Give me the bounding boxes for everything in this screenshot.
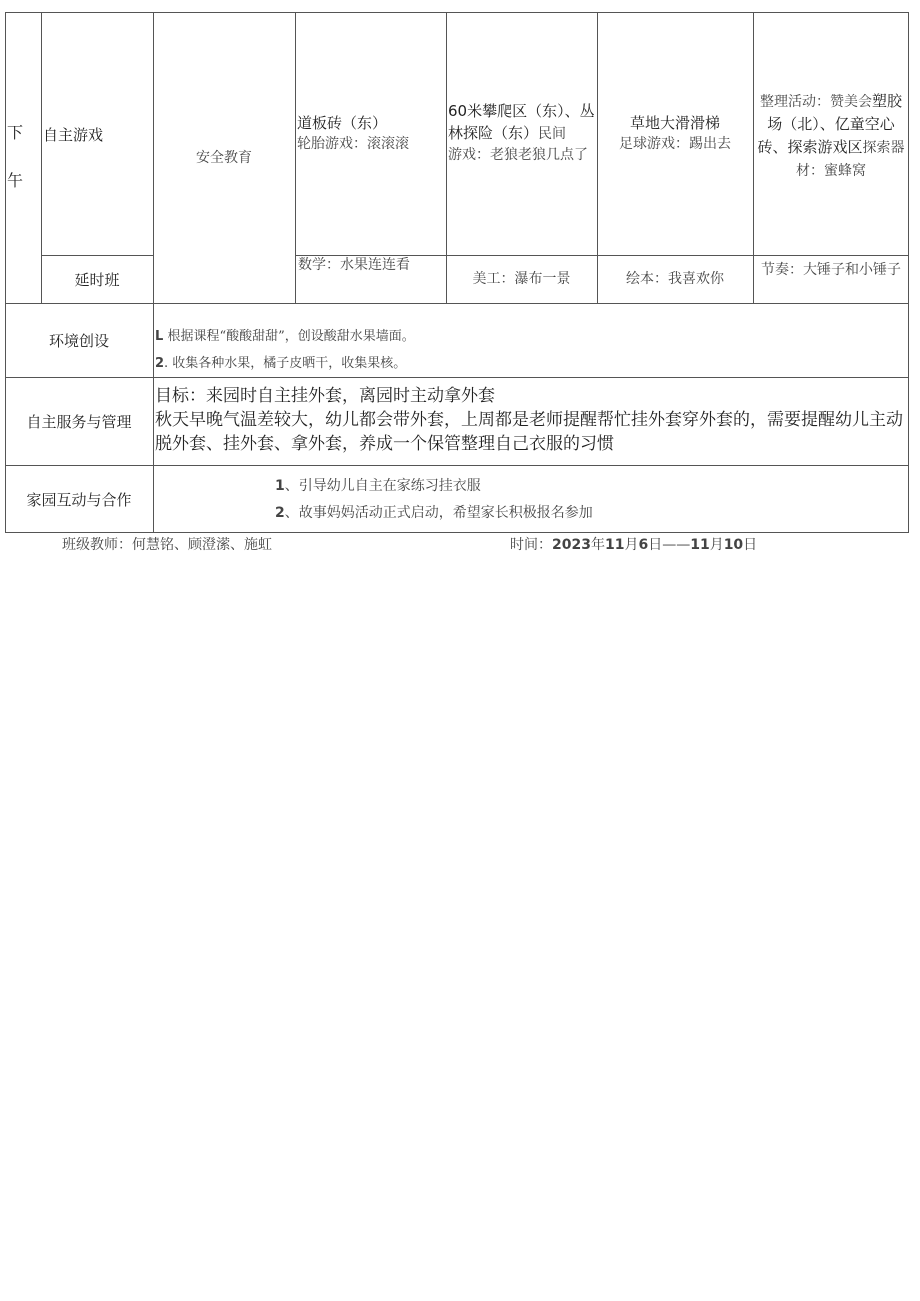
environment-item-2-text: . 收集各种水果，橘子皮晒干，收集果核。 <box>164 356 407 371</box>
date-start-day: 6 <box>638 537 649 553</box>
grid-line <box>446 12 447 303</box>
date-end-day: 10 <box>723 537 744 553</box>
date-label: 时间： <box>510 537 552 553</box>
day2-sub: 游戏：老狼老狼几点了 <box>448 146 588 163</box>
day4-lead: 整理活动：赞美会 <box>759 94 872 110</box>
date-end-month: 11 <box>690 537 710 553</box>
day4-main: 塑胶场（北）、亿童空心砖、探索游戏区 <box>757 92 902 156</box>
day2-main: 60米攀爬区（东）、丛林探险（东） <box>448 102 595 142</box>
grid-line <box>5 12 909 13</box>
date-year: 2023 <box>552 537 591 553</box>
class-teachers: 班级教师：何慧铭、顾澄潆、施虹 <box>62 537 272 553</box>
grid-line <box>41 12 42 303</box>
grid-line <box>153 12 154 533</box>
grid-line <box>41 255 153 256</box>
home-school-item-2-num: 2 <box>275 505 285 521</box>
date-nian: 年 <box>590 537 605 553</box>
environment-label: 环境创设 <box>48 332 109 350</box>
day1-main: 道板砖（东） <box>297 114 388 132</box>
self-service-desc: 秋天早晚气温差较大，幼儿都会带外套，上周都是老师提醒帮忙挂外套穿外套的，需要提醒幼儿主动脱外套、挂外套、拿外套，养成一个保管整理自己衣服的习惯 <box>155 409 903 454</box>
environment-item-2-num: 2 <box>155 356 165 371</box>
home-school-item-1-num: 1 <box>275 478 285 494</box>
day3-delay: 绘本：我喜欢你 <box>626 271 724 287</box>
self-service-label: 自主服务与管理 <box>26 413 132 431</box>
period-label-line2: 午 <box>7 170 24 190</box>
environment-item-1-num: L <box>155 329 164 344</box>
grid-line <box>597 12 598 303</box>
self-service-content <box>155 385 905 456</box>
day3-sub: 足球游戏：踢出去 <box>619 136 731 153</box>
date-end-ri: 日 <box>743 537 758 553</box>
day4-activity <box>754 90 908 182</box>
self-service-goal: 目标：来园时自主挂外套，离园时主动拿外套 <box>155 386 495 406</box>
environment-item-2 <box>155 355 905 373</box>
home-school-item-1-text: 、引导幼儿自主在家练习挂衣服 <box>284 478 481 494</box>
grid-line <box>5 303 909 304</box>
day4-sub: 材：蜜蜂窝 <box>796 162 866 179</box>
date-start-yue: 月 <box>624 537 639 553</box>
home-school-item-1 <box>275 477 895 496</box>
grid-line <box>5 377 909 378</box>
self-play-label: 自主游戏 <box>43 126 104 144</box>
home-school-label: 家园互动与合作 <box>26 491 132 509</box>
home-school-item-2 <box>275 504 895 523</box>
day4-sub-inline: 探索器 <box>862 139 905 156</box>
day1-delay: 数学：水果连连看 <box>298 257 410 273</box>
environment-item-1 <box>155 328 905 346</box>
date-start-ri: 日—— <box>648 537 691 553</box>
home-school-item-2-text: 、故事妈妈活动正式启动，希望家长积极报名参加 <box>284 505 593 521</box>
day3-activity <box>597 113 753 154</box>
grid-line <box>5 12 6 533</box>
environment-item-1-text: 根据课程“酸酸甜甜”，创设酸甜水果墙面。 <box>167 329 415 344</box>
date-start-month: 11 <box>604 537 625 553</box>
grid-line <box>295 12 296 303</box>
day2-activity <box>448 101 596 165</box>
date-end-yue: 月 <box>709 537 724 553</box>
day3-main: 草地大滑滑梯 <box>629 114 720 132</box>
grid-line <box>5 465 909 466</box>
day2-delay: 美工：瀑布一景 <box>472 271 571 287</box>
day1-sub: 轮胎游戏：滚滚滚 <box>297 136 409 153</box>
period-label <box>7 122 39 191</box>
safety-education: 安全教育 <box>196 150 252 166</box>
grid-line <box>5 532 909 533</box>
day1-activity <box>297 113 444 154</box>
day4-delay: 节奏：大锤子和小锤子 <box>761 262 901 278</box>
date-range <box>510 536 890 555</box>
delay-class-label: 延时班 <box>74 271 120 289</box>
period-label-line1: 下 <box>7 123 24 142</box>
day2-sub-inline: 民间 <box>538 125 567 142</box>
